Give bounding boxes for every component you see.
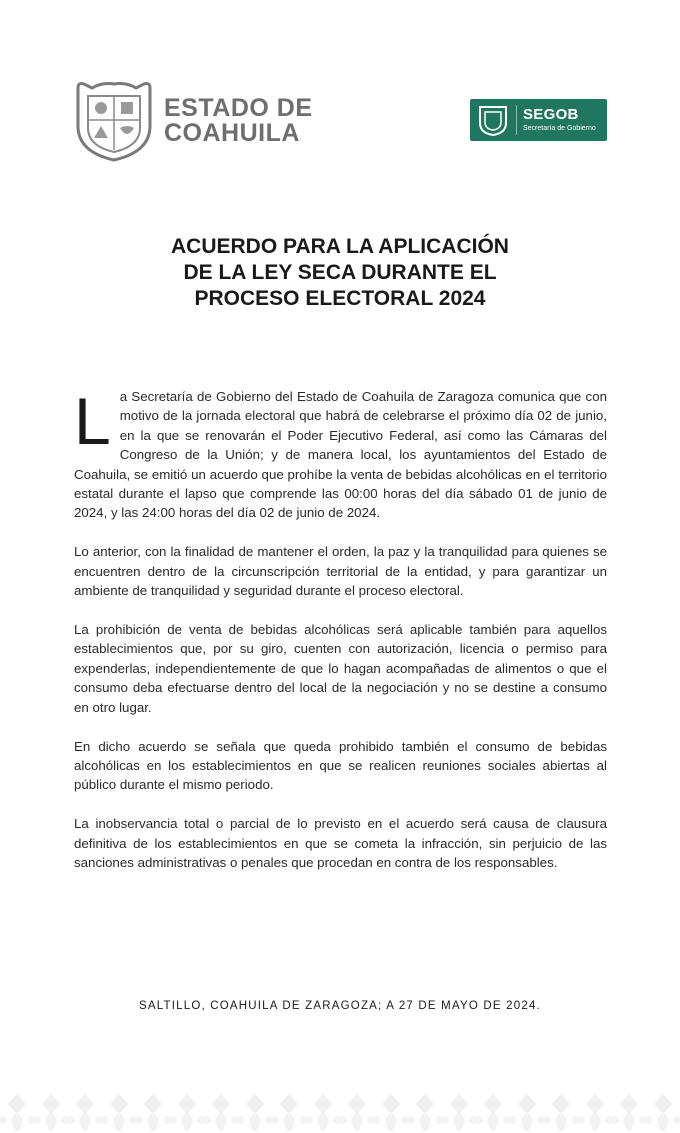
segob-name: SEGOB — [523, 106, 579, 123]
document-title — [0, 234, 680, 312]
coahuila-line2: COAHUILA — [164, 119, 300, 147]
title-line1: ACUERDO PARA LA APLICACIÓN — [171, 235, 509, 258]
coahuila-wordmark — [164, 96, 313, 146]
segob-logo — [470, 99, 607, 141]
document-body — [74, 384, 607, 892]
coahuila-line1: ESTADO DE — [164, 94, 313, 122]
segob-subtitle: Secretaría de Gobierno — [523, 125, 596, 132]
title-line3: PROCESO ELECTORAL 2024 — [194, 287, 486, 310]
paragraph-1 — [74, 384, 607, 523]
header — [0, 80, 680, 170]
title-line2: DE LA LEY SECA DURANTE EL — [183, 261, 497, 284]
paragraph-1-text: a Secretaría de Gobierno del Estado de Coahuila de Zaragoza comunica que con motivo de la jornada electoral que habrá de celebrarse el próximo día 02 de junio, en la que se renovarán el Poder Ejecutivo Federal, así como las Cámaras del Congreso de la Unión; y de manera local, los ayuntamientos del Estado de Coahuila, se emitió un acuerdo que prohíbe la venta de bebidas alcohólicas en el territorio estatal durante el lapso que comprende las 00:00 horas del día sábado 01 de junio de 2024, y las 24:00 horas del día 02 de junio de 2024. — [74, 389, 607, 521]
place-and-date: SALTILLO, COAHUILA DE ZARAGOZA; A 27 DE MAYO DE 2024. — [139, 1000, 541, 1012]
dropcap: L — [74, 384, 111, 458]
estado-de-coahuila-logo — [72, 80, 322, 162]
paragraph-3: La prohibición de venta de bebidas alcohólicas será aplicable también para aquellos establecimientos que, por su giro, cuenten con autorización, licencia o permiso para expenderlas, independientemente de que lo hagan acompañadas de alimentos o que el consumo deba efectuarse dentro del local de la negociación y no se destine a consumo en otro lugar. — [74, 622, 607, 715]
paragraph-4: En dicho acuerdo se señala que queda prohibido también el consumo de bebidas alcohólicas en los establecimientos en que se realicen reuniones sociales abiertas al público durante el mismo periodo. — [74, 738, 607, 793]
decorative-pattern-band — [0, 1090, 680, 1133]
coahuila-shield-icon — [72, 80, 156, 162]
paragraph-2: Lo anterior, con la finalidad de mantener el orden, la paz y la tranquilidad para quienes se encuentren dentro de la circunscripción territorial de la entidad, y para garantizar un ambiente de tranquilidad y seguridad durante el proceso electoral. — [74, 544, 607, 599]
segob-shield-icon — [476, 103, 510, 137]
segob-divider — [516, 105, 517, 135]
paragraph-5: La inobservancia total o parcial de lo previsto en el acuerdo será causa de clausura definitiva de los establecimientos en que se cometa la infracción, sin perjuicio de las sanciones administrativas o penales que procedan en contra de los responsables. — [74, 816, 607, 871]
